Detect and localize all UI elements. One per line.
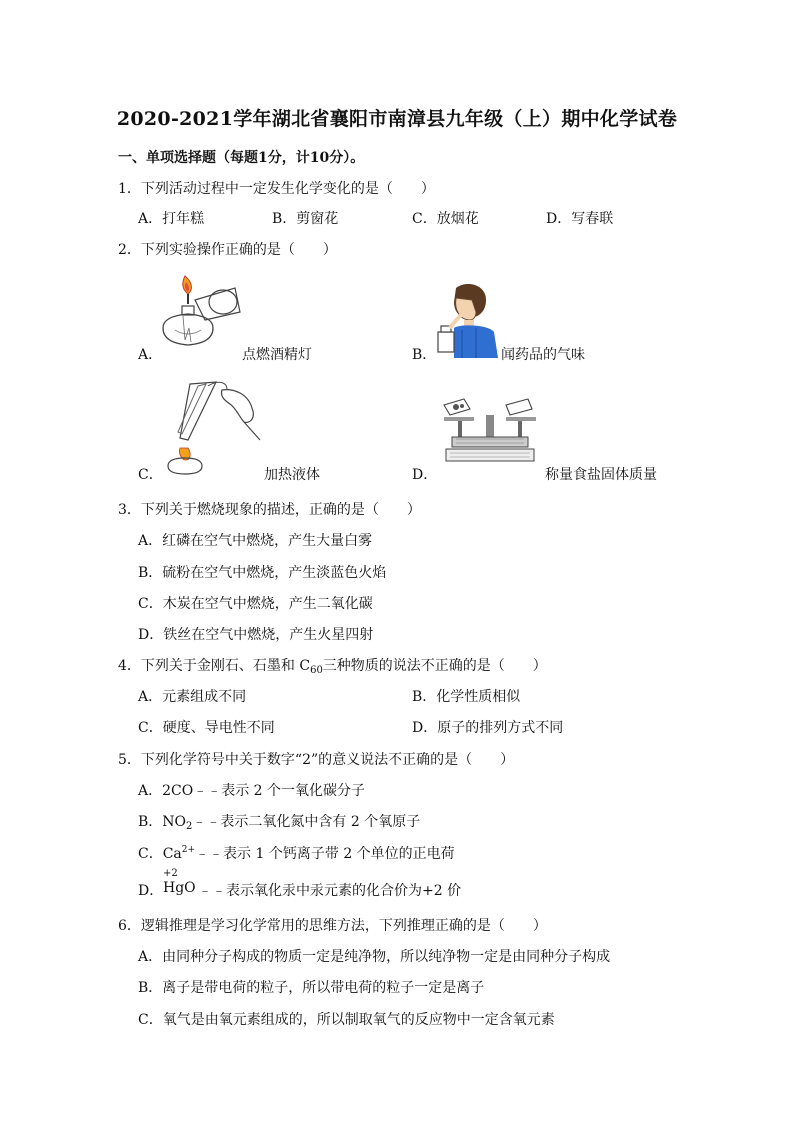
q5-c-pre: C．Ca	[138, 846, 182, 862]
q3-option-a: A．红磷在空气中燃烧，产生大量白雾	[138, 533, 373, 549]
q6-option-c: C．氧气是由氧元素组成的，所以制取氧气的反应物中一定含氧元素	[138, 1012, 555, 1028]
smelling-reagent-illustration	[432, 282, 502, 358]
q5-d-desc: ﹣﹣表示氧化汞中汞元素的化合价为+2 价	[198, 883, 462, 899]
q3-option-d: D．铁丝在空气中燃烧，产生火星四射	[138, 627, 374, 643]
q1-option-b: B．剪窗花	[272, 211, 339, 227]
q5-c-post: ﹣﹣表示 1 个钙离子带 2 个单位的正电荷	[195, 846, 455, 862]
q1-option-d: D．写春联	[546, 211, 614, 227]
section-heading: 一、单项选择题（每题1分，计10分）。	[118, 150, 365, 166]
q4-option-b: B．化学性质相似	[412, 689, 521, 705]
q5-option-a: A．2CO﹣﹣表示 2 个一氧化碳分子	[138, 783, 366, 799]
q5-option-d-label: D．	[138, 883, 164, 899]
q2-option-c-label: C．	[138, 467, 163, 483]
q4-stem-pre: 4．下列关于金刚石、石墨和 C	[118, 658, 311, 674]
q2-option-d-caption: 称量食盐固体质量	[545, 467, 657, 483]
q5-option-b	[138, 811, 420, 832]
q2-option-a-caption: 点燃酒精灯	[242, 347, 312, 363]
alcohol-lamp-lighting-illustration	[155, 268, 245, 358]
q2-option-a-label: A．	[138, 347, 163, 363]
page-title: 2020-2021学年湖北省襄阳市南漳县九年级（上）期中化学试卷	[116, 108, 678, 130]
q6-option-b: B．离子是带电荷的粒子，所以带电荷的粒子一定是离子	[138, 980, 485, 996]
q1-option-c: C．放烟花	[412, 211, 479, 227]
heating-liquid-illustration	[160, 378, 265, 478]
question-6-stem: 6．逻辑推理是学习化学常用的思维方法，下列推理正确的是（ ）	[118, 918, 547, 934]
q5-b-sub: 2	[186, 821, 193, 832]
q4-option-c: C．硬度、导电性不同	[138, 720, 275, 736]
q2-option-d-label: D．	[412, 467, 438, 483]
q1-option-a: A．打年糕	[138, 211, 205, 227]
question-2-stem: 2．下列实验操作正确的是（ ）	[118, 242, 337, 258]
q5-d-formula: HgO	[163, 880, 196, 896]
q5-option-c	[138, 843, 455, 863]
question-5-stem: 5．下列化学符号中关于数字“2”的意义说法不正确的是（ ）	[118, 752, 515, 768]
q2-option-c-caption: 加热液体	[264, 467, 320, 483]
q4-option-d: D．原子的排列方式不同	[412, 720, 564, 736]
q2-option-b-label: B．	[412, 347, 437, 363]
balance-scale-illustration	[436, 395, 546, 475]
q3-option-c: C．木炭在空气中燃烧，产生二氧化碳	[138, 596, 373, 612]
q6-option-a: A．由同种分子构成的物质一定是纯净物，所以纯净物一定是由同种分子构成	[138, 949, 611, 965]
q4-stem-sub: 60	[310, 665, 323, 676]
question-4-stem	[118, 655, 547, 676]
q5-b-pre: B．NO	[138, 814, 187, 830]
q5-c-sup: 2+	[181, 845, 196, 855]
question-3-stem: 3．下列关于燃烧现象的描述，正确的是（ ）	[118, 502, 421, 518]
q4-option-a: A．元素组成不同	[138, 689, 247, 705]
q4-stem-post: 三种物质的说法不正确的是（ ）	[322, 658, 547, 674]
question-1-stem: 1．下列活动过程中一定发生化学变化的是（ ）	[118, 181, 435, 197]
q5-d-valence: +2	[163, 868, 178, 879]
q3-option-b: B．硫粉在空气中燃烧，产生淡蓝色火焰	[138, 565, 387, 581]
q5-b-post: ﹣﹣表示二氧化氮中含有 2 个氧原子	[192, 814, 421, 830]
q2-option-b-caption: 闻药品的气味	[501, 347, 585, 363]
